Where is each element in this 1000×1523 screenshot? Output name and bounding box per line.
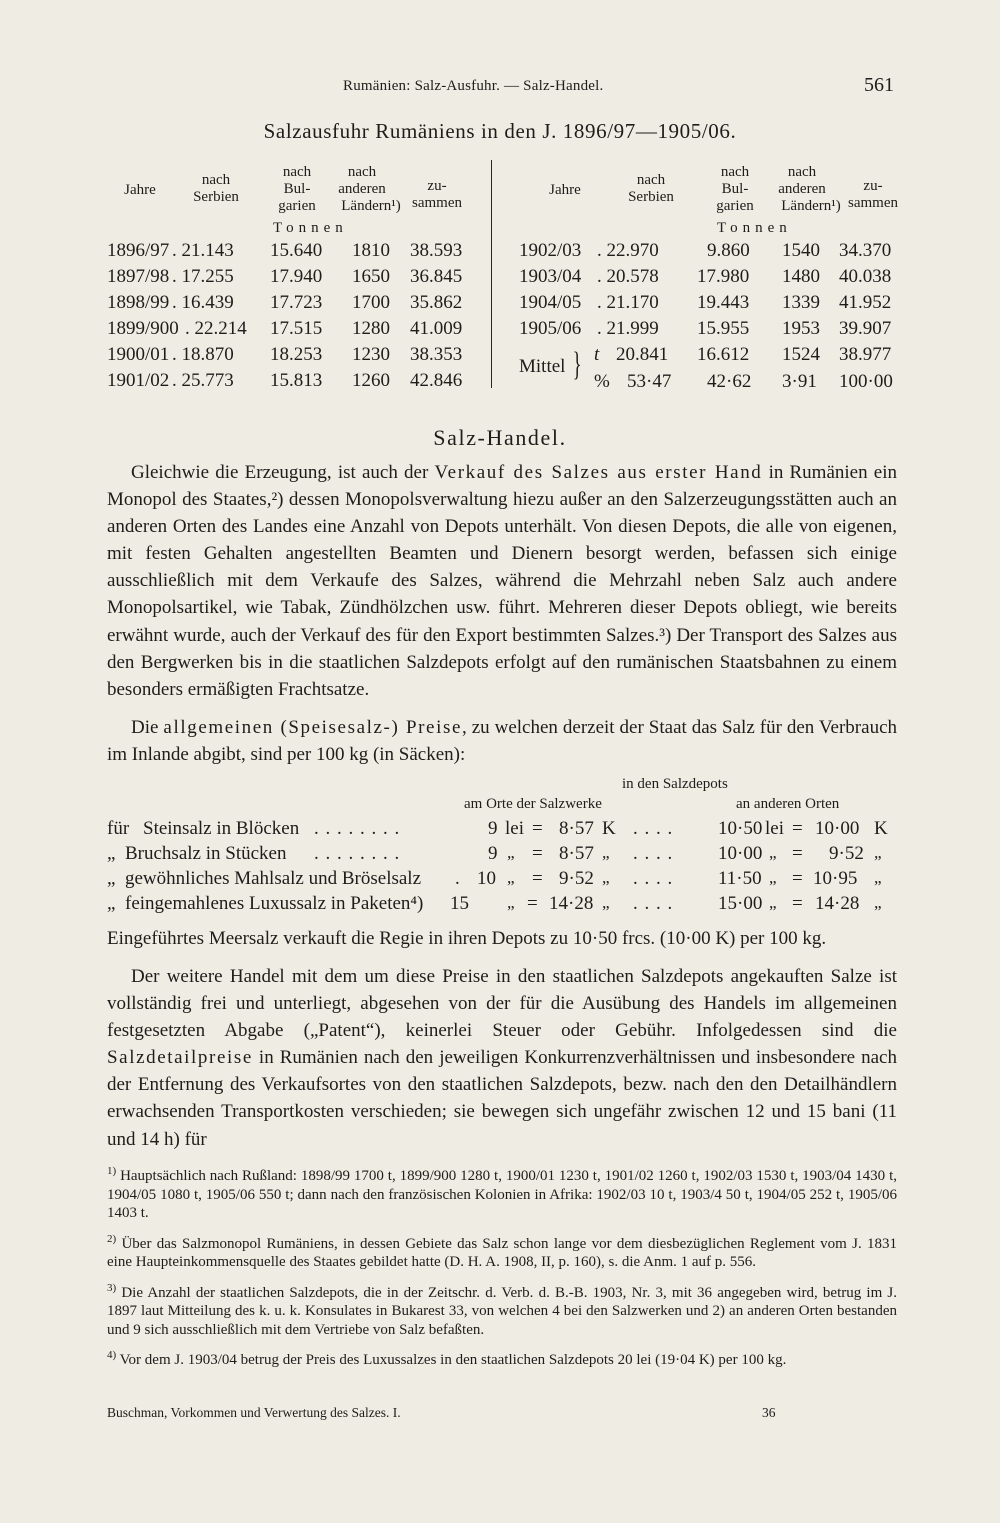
price-group-header: in den Salzdepots xyxy=(622,776,728,792)
footnotes xyxy=(107,1162,897,1377)
section-title: Salz-Handel. xyxy=(433,425,567,450)
col-serbien: nach Serbien xyxy=(193,172,239,205)
col-jahre-r: Jahre xyxy=(549,182,581,198)
running-title: Rumänien: Salz-Ausfuhr. — Salz-Handel. xyxy=(343,78,604,94)
col-andere-r: nach anderen Ländern¹) xyxy=(778,164,841,214)
footnote-4: $^{4)}$ Vor dem J. 1903/04 betrug der Preis des Luxussalzes in den staatlichen Salzdepots 20 lei (19·04 K) per 100 kg. xyxy=(107,1349,787,1368)
price-row: „ Bruchsalz in Stücken . . . . . . . . 9 „ = 8·57 „ . . . . 10·00 „ = 9·52 „ xyxy=(107,843,882,864)
footnote-2: $^{2)}$ Über das Salzmonopol Rumäniens, in dessen Gebiete das Salz schon lange vor dem diesbezüglichen Reglement vom J. 1831 eine Haupteinkommensquelle des Staates gebildet hatte (D. H. A. 1908, II, p. 160), s. die Anm. 1 auf p. 556. xyxy=(107,1232,898,1270)
paragraph-1: Gleichwie die Erzeugung, ist auch der Verkauf des Salzes aus erster Hand in Rumänien ein Monopol des Staates,²) dessen Monopolsverwaltung hiezu außer an den Salzerzeugungsstätten auch an anderen Orten des Landes eine Anzahl von Depots unterhält. Von diesen Depots, die alle von eigenen, mit festen Gehalten angestellten Beamten und Dienern besorgt werden, befassen sich einige ausschließlich mit dem Verkaufe des Salzes, während die Mehrzahl neben Salz auch andere Monopolsartikel, wie Tabak, Zündhölzchen usw. führt. Mehreren dieser Depots obliegt, wie bereits erwähnt wurde, auch der Verkauf des für den Export bestimmten Salzes.³) Der Transport des Salzes aus den Bergwerken bis in die staatlichen Salzdepots erfolgt auf den rumänischen Staatsbahnen zu einem besonders ermäßigten Frachtsatze. xyxy=(107,462,897,700)
col-serbien-r: nach Serbien xyxy=(628,172,674,205)
page-number: 561 xyxy=(864,74,894,96)
price-row: „ gewöhnliches Mahlsalz und Bröselsalz . 10 „ = 9·52 „ . . . . 11·50 „ = 10·95 „ xyxy=(107,868,882,889)
paragraph-2: Die allgemeinen (Speisesalz-) Preise, zu welchen derzeit der Staat das Salz für den Verbrauch im Inlande abgibt, sind per 100 kg (in Säcken): xyxy=(107,717,898,766)
price-col1-header: am Orte der Salzwerke xyxy=(464,796,602,812)
mittel-brace: } xyxy=(572,346,582,383)
col-bulgarien: nach Bul- garien xyxy=(278,164,316,214)
col-zusammen-r: zu- sammen xyxy=(848,178,898,211)
col-jahre: Jahre xyxy=(124,182,156,198)
price-row: „ feingemahlenes Luxussalz in Paketen⁴) 15 „ = 14·28 „ . . . . 15·00 „ = 14·28 „ xyxy=(107,893,882,914)
paragraph-3: Der weitere Handel mit dem um diese Preise in den staatlichen Salzdepots angekauften Salze ist vollständig frei und unterliegt, abgesehen von der für die Ausübung des Handels im allgemeinen festgesetzten Abgabe („Patent“), keinerlei Steuer oder Gebühr. Infolgedessen sind die Salzdetailpreise in Rumänien nach den jeweiligen Konkurrenzverhältnissen und insbesondere nach der Entfernung des Verkaufsortes von den staatlichen Salzdepots, bezw. nach den den Detailhändlern erwachsenden Transportkosten verschieden; sie bewegen sich ungefähr zwischen 12 und 15 bani (11 und 14 h) für xyxy=(107,966,897,1150)
book-page: Rumänien: Salz-Ausfuhr. — Salz-Handel. 561 Salzausfuhr Rumäniens in den J. 1896/97—1905/06. Jahre nach Serbien nach Bul- garien nach anderen Ländern¹) zu- sammen Tonnen Jahre nach Serbien nach Bul- garien nach anderen Ländern¹) zu- sammen Tonnen 1896/97 . 21.143 15.640 1810 38.593 1897/98 . 17.255 17.940 1650 36.845 1898/99 . 16.439 17.723 1700 35.862 1899/900 . 22.214 17.515 1280 41.009 1900/01 . 18.870 18.253 1230 38.353 1901/02 . 25.773 15.813 1260 42.846 1902/03 . 22.970 9.860 1540 34.370 1903/04 . 20.578 17.980 1480 40.038 1904/05 . 21.170 19.443 1339 41.952 1905/06 . 21.999 15.955 1953 39.907 Mittel } t % 20.841 16.612 1524 38.977 53·47 42·62 3·91 100·00 Salz-Handel. Gleichwie die Erzeugung, ist auch der Verkauf des Salzes aus erster Hand in Rumänien ein Monopol des Staates,²) dessen Monopolsverwaltung hiezu außer an den Salzerzeugungsstätten auch an anderen Orten des Landes eine Anzahl von Depots unterhält. Von diesen Depots, die alle von eigenen, mit festen Gehalten angestellten Beamten und Dienern besorgt werden, befassen sich einige ausschließlich mit dem Verkaufe des Salzes, während die Mehrzahl neben Salz auch andere Monopolsartikel, wie Tabak, Zündhölzchen usw. führt. Mehreren dieser Depots obliegt, wie bereits erwähnt wurde, auch der Verkauf des für den Export bestimmten Salzes.³) Der Transport des Salzes aus den Bergwerken bis in die staatlichen Salzdepots erfolgt auf den rumänischen Staatsbahnen zu einem besonders ermäßigten Frachtsatze. Die allgemeinen (Speisesalz-) Preise, zu welchen derzeit der Staat das Salz für den Verbrauch im Inlande abgibt, sind per 100 kg (in Säcken): in den Salzdepots am Orte der Salzwerke an anderen Orten für Steinsalz in Blöcken . . . . . . . . 9 lei = 8·57 K . . . . 10·50 lei = 10·00 K „ Bruchsalz in Stücken . . . . . . . . 9 „ = 8·57 „ . . . . 10·00 „ = 9·52 „ „ gewöhnliches Mahlsalz und Bröselsalz . 10 „ = 9·52 „ . . . . 11·50 „ = 10·95 „ „ feingemahlenes Luxussalz in Paketen⁴) 15 „ = 14·28 „ . . . . 15·00 „ = 14·28 „ Eingeführtes Meersalz verkauft die Regie in ihren Depots zu 10·50 frcs. (10·00 K) per 100 kg. Der weitere Handel mit dem um diese Preise in den staatlichen Salzdepots angekauften Salze ist vollständig frei und unterliegt, abgesehen von der für die Ausübung des Handels im allgemeinen festgesetzten Abgabe („Patent“), keinerlei Steuer oder Gebühr. Infolgedessen sind die Salzdetailpreise in Rumänien nach den jeweiligen Konkurrenzverhältnissen und insbesondere nach der Entfernung des Verkaufsortes von den staatlichen Salzdepots, bezw. nach den den Detailhändlern erwachsenden Transportkosten verschieden; sie bewegen sich ungefähr zwischen 12 und 15 bani (11 und 14 h) für $^{1)}$ Hauptsächlich nach Rußland: 1898/99 1700 t, 1899/900 1280 t, 1900/01 1230 t, 1901/02 1260 t, 1902/03 1530 t, 1903/04 1430 t, 1904/05 1080 t, 1905/06 550 t; dann nach den französischen Kolonien in Afrika: 1902/03 10 t, 1903/4 50 t, 1904/05 252 t, 1905/06 1403 t. $^{2)}$ Über das Salzmonopol Rumäniens, in dessen Gebiete das Salz schon lange vor dem diesbezüglichen Reglement vom J. 1831 eine Haupteinkommensquelle des Staates gebildet hatte (D. H. A. 1908, II, p. 160), s. die Anm. 1 auf p. 556. $^{3)}$ Die Anzahl der staatlichen Salzdepots, die in der Zeitschr. d. Verb. d. B.-B. 1903, Nr. 3, mit 36 angegeben wird, betrug im J. 1897 laut Mitteilung des k. u. k. Konsulates in Bukarest 33, von welchen 4 bei den Salzwerken und 2) an anderen Orten bestanden und 9 sich ausschließlich mit dem Vertriebe von Salz befaßten. $^{4)}$ Vor dem J. 1903/04 betrug der Preis des Luxussalzes in den staatlichen Salzdepots 20 lei (19·04 K) per 100 kg. Buschman, Vorkommen und Verwertung des Salzes. I. 36 xyxy=(0,0,1000,1523)
mittel-label: Mittel xyxy=(519,356,566,377)
footnote-1: $^{1)}$ Hauptsächlich nach Rußland: 1898/99 1700 t, 1899/900 1280 t, 1900/01 1230 t, 1901/02 1260 t, 1902/03 1530 t, 1903/04 1430 t, 1904/05 1080 t, 1905/06 550 t; dann nach den französischen Kolonien in Afrika: 1902/03 10 t, 1903/4 50 t, 1904/05 252 t, 1905/06 1403 t. xyxy=(107,1165,897,1221)
price-row: für Steinsalz in Blöcken . . . . . . . . 9 lei = 8·57 K . . . . 10·50 lei = 10·00 K xyxy=(107,818,888,839)
footer-book-title: Buschman, Vorkommen und Verwertung des Salzes. I. xyxy=(107,1405,401,1420)
running-head xyxy=(0,74,1000,102)
unit-label-r: Tonnen xyxy=(717,220,792,236)
price-col2-header: an anderen Orten xyxy=(736,796,840,812)
table-divider xyxy=(491,160,492,388)
col-andere: nach anderen Ländern¹) xyxy=(338,164,401,214)
footnote-3: $^{3)}$ Die Anzahl der staatlichen Salzdepots, die in der Zeitschr. d. Verb. d. B.-B. 1903, Nr. 3, mit 36 angegeben wird, betrug im J. 1897 laut Mitteilung des k. u. k. Konsulates in Bukarest 33, von welchen 4 bei den Salzwerken und 2) an anderen Orten bestanden und 9 sich ausschließlich mit dem Vertriebe von Salz befaßten. xyxy=(107,1281,897,1338)
unit-label: Tonnen xyxy=(273,220,348,236)
col-bulgarien-r: nach Bul- garien xyxy=(716,164,754,214)
meersalz-line: Eingeführtes Meersalz verkauft die Regie in ihren Depots zu 10·50 frcs. (10·00 K) per 100 kg. xyxy=(107,928,827,949)
table-title: Salzausfuhr Rumäniens in den J. 1896/97—1905/06. xyxy=(263,119,737,143)
mittel-block: Mittel } t % 20.841 16.612 1524 38.977 53·47 42·62 3·91 100·00 xyxy=(519,344,893,392)
signature-mark: 36 xyxy=(762,1405,776,1420)
col-zusammen: zu- sammen xyxy=(412,178,462,211)
page-footer xyxy=(107,1405,897,1421)
